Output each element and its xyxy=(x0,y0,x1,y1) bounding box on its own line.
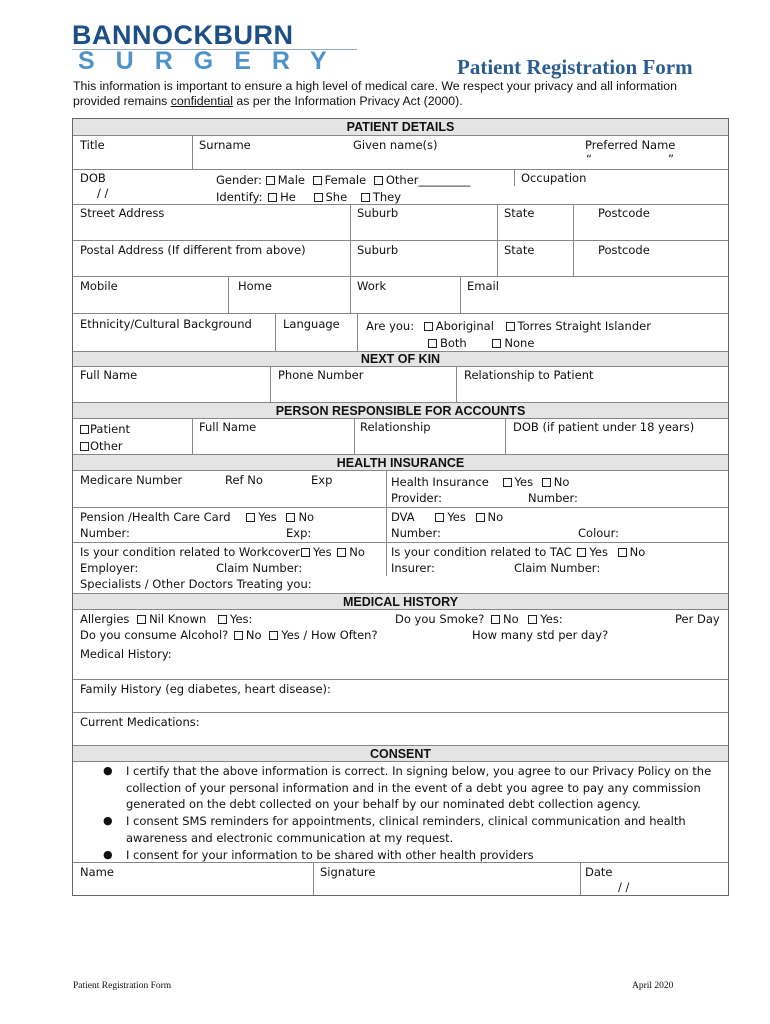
dva-yes-checkbox[interactable] xyxy=(435,513,444,522)
tac-yes-label: Yes xyxy=(589,545,608,559)
health-ins-no-label: No xyxy=(553,475,570,489)
male-label: Male xyxy=(277,173,305,187)
allergies-yes-label: Yes: xyxy=(229,612,253,626)
workcover-group xyxy=(80,545,365,559)
dva-no-label: No xyxy=(487,510,504,524)
tac-no-checkbox[interactable] xyxy=(618,548,627,557)
divider xyxy=(350,277,351,313)
ethnicity-label: Ethnicity/Cultural Background xyxy=(80,317,252,331)
postcode-label: Postcode xyxy=(598,206,650,220)
pension-exp-label: Exp: xyxy=(286,526,312,540)
aboriginal-checkbox[interactable] xyxy=(424,322,433,331)
surname-label: Surname xyxy=(199,138,251,152)
dva-group xyxy=(391,510,503,524)
dva-yes-label: Yes xyxy=(447,510,466,524)
pension-no-checkbox[interactable] xyxy=(286,513,295,522)
dva-label: DVA xyxy=(391,510,415,524)
dob-slashes: / / xyxy=(97,186,109,200)
section-header-insurance: HEALTH INSURANCE xyxy=(73,454,728,471)
other-gender-label: Other_________ xyxy=(385,173,471,187)
row-ethnicity xyxy=(73,313,728,351)
intro-pre: provided remains xyxy=(73,93,171,108)
workcover-no-label: No xyxy=(349,545,365,559)
alcohol-label: Do you consume Alcohol? xyxy=(80,628,229,642)
bannockburn-logo xyxy=(72,22,362,74)
logo-bottom-text: SURGERY xyxy=(78,47,348,75)
row-street xyxy=(73,204,728,240)
row-signature xyxy=(73,862,728,895)
divider xyxy=(350,241,351,276)
pension-number-label: Number: xyxy=(80,526,130,540)
colour-label: Colour: xyxy=(578,526,619,540)
he-checkbox[interactable] xyxy=(268,193,277,202)
divider xyxy=(350,205,351,240)
divider xyxy=(357,314,358,351)
row-kin xyxy=(73,367,728,402)
bullet-2: ● xyxy=(103,814,113,827)
provider-number-label: Number: xyxy=(528,491,578,505)
footer-form-name: Patient Registration Form xyxy=(73,981,172,991)
workcover-yes-label: Yes xyxy=(313,545,332,559)
intro-line-2 xyxy=(73,94,733,109)
divider xyxy=(192,419,193,454)
pension-yes-label: Yes xyxy=(258,510,277,524)
she-checkbox[interactable] xyxy=(314,193,323,202)
divider xyxy=(275,314,276,351)
smoke-no-label: No xyxy=(502,612,519,626)
alcohol-no-checkbox[interactable] xyxy=(234,631,243,640)
consent-text-1: I certify that the above information is correct. In signing below, you agree to our Privacy Policy on the collection of your personal information and in the event of a debt you agree to pay any commission generated on the debt collected on your behalf by our nominated debt collection agency. xyxy=(126,764,712,811)
postal-address-label: Postal Address (If different from above) xyxy=(80,243,306,257)
smoke-group xyxy=(395,612,563,626)
dva-number-label: Number: xyxy=(391,526,441,540)
acc-dob-label: DOB (if patient under 18 years) xyxy=(513,420,695,434)
tac-no-label: No xyxy=(629,545,646,559)
both-none-group xyxy=(428,336,534,350)
work-phone-label: Work xyxy=(357,279,387,293)
title-label: Title xyxy=(80,138,105,152)
postal-suburb-label: Suburb xyxy=(357,243,399,257)
preferred-name-label: Preferred Name xyxy=(585,138,676,152)
row-phones xyxy=(73,276,728,313)
given-name-label: Given name(s) xyxy=(353,138,438,152)
row-medicare xyxy=(73,471,728,507)
alcohol-no-label: No xyxy=(245,628,262,642)
divider xyxy=(270,367,271,402)
kin-full-name-label: Full Name xyxy=(80,368,138,382)
alcohol-yes-checkbox[interactable] xyxy=(269,631,278,640)
dob-label: DOB xyxy=(80,171,106,185)
health-insurance-group xyxy=(391,475,569,489)
employer-label: Employer: xyxy=(80,561,139,575)
pension-yes-checkbox[interactable] xyxy=(246,513,255,522)
health-ins-yes-label: Yes xyxy=(514,475,534,489)
row-name xyxy=(73,136,728,169)
smoke-label: Do you Smoke? xyxy=(395,612,485,626)
consent-text-3: I consent for your information to be shared with other health providers xyxy=(126,848,534,862)
acc-other-checkbox[interactable] xyxy=(80,442,89,451)
gender-label: Gender: xyxy=(216,173,263,187)
intro-confidential: confidential xyxy=(170,93,233,108)
other-gender-checkbox[interactable] xyxy=(374,176,383,185)
registration-form xyxy=(72,118,729,896)
std-per-day-label: How many std per day? xyxy=(472,628,609,642)
occupation-label: Occupation xyxy=(521,171,587,185)
smoke-yes-label: Yes: xyxy=(540,612,563,626)
divider xyxy=(505,419,506,454)
torres-checkbox[interactable] xyxy=(506,322,515,331)
alcohol-yes-label: Yes / How Often? xyxy=(281,628,378,642)
sign-name-label: Name xyxy=(80,865,114,879)
per-day-label: Per Day xyxy=(675,612,720,626)
torres-label: Torres Straight Islander xyxy=(517,319,651,333)
female-checkbox[interactable] xyxy=(313,176,322,185)
dva-no-checkbox[interactable] xyxy=(476,513,485,522)
intro-text xyxy=(73,79,733,108)
divider xyxy=(313,863,314,895)
allergies-yes-checkbox[interactable] xyxy=(218,615,227,624)
pension-group xyxy=(80,510,314,524)
acc-relationship-label: Relationship xyxy=(360,420,431,434)
acc-patient-label: Patient xyxy=(90,422,131,436)
exp-label: Exp xyxy=(311,473,333,487)
health-ins-yes-checkbox[interactable] xyxy=(503,478,512,487)
divider xyxy=(386,543,387,576)
acc-other-option xyxy=(80,439,123,453)
divider xyxy=(497,241,498,276)
female-label: Female xyxy=(324,173,367,187)
divider xyxy=(192,136,193,169)
logo-top-text: BANNOCKBURN xyxy=(72,20,294,50)
acc-patient-checkbox[interactable] xyxy=(80,425,89,434)
section-header-patient: PATIENT DETAILS xyxy=(73,119,728,136)
family-history-label: Family History (eg diabetes, heart disease): xyxy=(80,682,331,696)
consent-bullet-2 xyxy=(73,813,728,847)
divider xyxy=(456,367,457,402)
workcover-yes-checkbox[interactable] xyxy=(301,548,310,557)
allergies-label: Allergies xyxy=(80,612,130,626)
workcover-no-checkbox[interactable] xyxy=(337,548,346,557)
divider xyxy=(580,863,581,895)
row-workcover xyxy=(73,542,728,576)
quote-close: ” xyxy=(668,152,674,166)
row-postal xyxy=(73,240,728,276)
section-header-medical: MEDICAL HISTORY xyxy=(73,593,728,610)
row-specialists xyxy=(73,576,728,593)
are-you-label: Are you: xyxy=(366,319,415,333)
workcover-label: Is your condition related to Workcover xyxy=(80,545,300,559)
section-header-consent: CONSENT xyxy=(73,745,728,762)
gender-group xyxy=(216,173,470,187)
aboriginal-label: Aboriginal xyxy=(435,319,494,333)
smoke-yes-checkbox[interactable] xyxy=(528,615,537,624)
suburb-label: Suburb xyxy=(357,206,399,220)
row-pension xyxy=(73,507,728,542)
signature-label: Signature xyxy=(320,865,376,879)
row-allergies xyxy=(73,610,728,645)
are-you-group xyxy=(366,319,651,333)
footer-date: April 2020 xyxy=(632,981,674,991)
he-label: He xyxy=(280,190,296,204)
smoke-no-checkbox[interactable] xyxy=(491,615,500,624)
insurer-label: Insurer: xyxy=(391,561,435,575)
identify-group xyxy=(216,190,401,204)
workcover-claim-label: Claim Number: xyxy=(216,561,303,575)
medicare-label: Medicare Number xyxy=(80,473,183,487)
divider xyxy=(573,241,574,276)
they-label: They xyxy=(372,190,402,204)
bullet-1: ● xyxy=(103,764,113,777)
kin-phone-label: Phone Number xyxy=(278,368,364,382)
section-header-accounts: PERSON RESPONSIBLE FOR ACCOUNTS xyxy=(73,402,728,419)
state-label: State xyxy=(504,206,535,220)
quote-open: “ xyxy=(586,152,592,166)
tac-group xyxy=(391,545,645,559)
section-header-kin: NEXT OF KIN xyxy=(73,351,728,367)
date-label: Date xyxy=(585,865,613,879)
form-title: Patient Registration Form xyxy=(457,55,693,79)
email-label: Email xyxy=(467,279,499,293)
none-checkbox[interactable] xyxy=(492,339,501,348)
postal-postcode-label: Postcode xyxy=(598,243,650,257)
intro-post: as per the Information Privacy Act (2000). xyxy=(232,93,463,108)
allergies-group xyxy=(80,612,252,626)
divider xyxy=(386,508,387,542)
health-insurance-label: Health Insurance xyxy=(391,475,489,489)
they-checkbox[interactable] xyxy=(361,193,370,202)
tac-label: Is your condition related to TAC xyxy=(391,545,572,559)
ref-no-label: Ref No xyxy=(225,473,263,487)
acc-patient-option xyxy=(80,422,130,436)
tac-yes-checkbox[interactable] xyxy=(577,548,586,557)
divider xyxy=(354,419,355,454)
none-label: None xyxy=(504,336,535,350)
divider xyxy=(573,205,574,240)
row-medical-history xyxy=(73,645,728,679)
row-family-history xyxy=(73,679,728,712)
divider xyxy=(497,205,498,240)
identify-label: Identify: xyxy=(216,190,263,204)
nil-known-checkbox[interactable] xyxy=(137,615,146,624)
home-phone-label: Home xyxy=(238,279,272,293)
divider xyxy=(386,471,387,507)
health-ins-no-checkbox[interactable] xyxy=(542,478,551,487)
mobile-label: Mobile xyxy=(80,279,118,293)
acc-other-label: Other xyxy=(90,439,123,453)
street-address-label: Street Address xyxy=(80,206,165,220)
divider xyxy=(228,277,229,313)
pension-label: Pension /Health Care Card xyxy=(80,510,231,524)
specialists-label: Specialists / Other Doctors Treating you: xyxy=(80,577,312,591)
provider-label: Provider: xyxy=(391,491,443,505)
divider xyxy=(514,170,515,186)
consent-bullet-1 xyxy=(73,763,728,813)
row-accounts xyxy=(73,419,728,454)
intro-line-1: This information is important to ensure a high level of medical care. We respect your privacy and all information xyxy=(73,79,677,93)
medications-label: Current Medications: xyxy=(80,715,200,729)
medical-history-label: Medical History: xyxy=(80,647,172,661)
pension-no-label: No xyxy=(298,510,315,524)
row-dob-gender xyxy=(73,169,728,204)
acc-full-name-label: Full Name xyxy=(199,420,257,434)
date-slashes: / / xyxy=(618,880,630,894)
both-checkbox[interactable] xyxy=(428,339,437,348)
alcohol-group xyxy=(80,628,378,642)
bullet-3: ● xyxy=(103,848,113,861)
both-label: Both xyxy=(440,336,467,350)
row-medications xyxy=(73,712,728,745)
language-label: Language xyxy=(283,317,340,331)
postal-state-label: State xyxy=(504,243,535,257)
she-label: She xyxy=(325,190,348,204)
nil-known-label: Nil Known xyxy=(149,612,207,626)
divider xyxy=(460,277,461,313)
male-checkbox[interactable] xyxy=(266,176,275,185)
consent-text-2: I consent SMS reminders for appointments, clinical reminders, clinical communication and health awareness and electronic communication at my request. xyxy=(126,814,686,845)
tac-claim-label: Claim Number: xyxy=(514,561,601,575)
kin-relationship-label: Relationship to Patient xyxy=(464,368,594,382)
